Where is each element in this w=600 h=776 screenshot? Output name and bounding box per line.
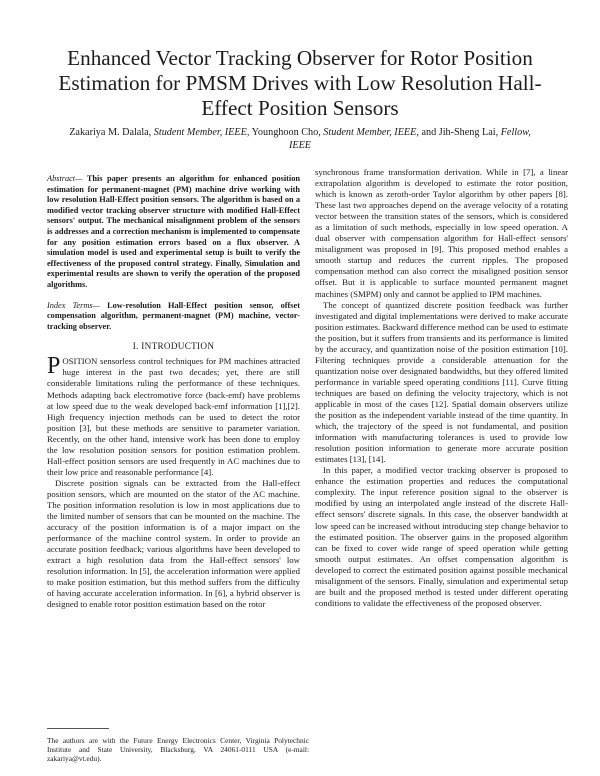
author-3-role: Fellow, IEEE <box>288 127 531 151</box>
intro-paragraph-5: In this paper, a modified vector tracking observer is proposed to enhance the estimation properties and reduces the computational complexity. The input reference position signal to the observer is modified by using an interpolated angle instead of the discrete Hall-effect sensors' discrete signals. In this case, the observer bandwidth at low speed can be increased without introducing step change behavior to the estimated position. The observer gains in the proposed algorithm can be fixed to cover wide range of speed operation while getting smooth output estimates. An offset compensation algorithm is developed to correct the estimated position against possible mechanical misalignment of the sensors. Finally, simulation and experimental setup are built and the proposed method is tested under different operating conditions to validate the effectiveness of the proposed observer. <box>315 465 568 608</box>
author-3-name: and Jih-Sheng Lai, <box>418 127 501 138</box>
intro-paragraph-4: The concept of quantized discrete position feedback was further investigated and digital implementations were derived to make accurate position estimates. Backward difference method can be used to estimate the position, but it suffers from transients and its performance is limited by the accuracy, and quantization noise of the position estimation [10]. Filtering techniques provide a considerable attenuation for the quantization noise over designated bandwidths, but they offered limited performance in variable speed operating conditions [11]. Curve fitting techniques are based on defining the velocity trajectory, which is not applicable in most of the cases [12]. Spatial domain observers utilize the position as the independent variable instead of the time quantity. In which, the trajectory of the speed is not fundamental, and position information with manufacturing tolerances is used to provide low resolution position information to generate more accurate position estimates [13], [14]. <box>315 299 568 465</box>
abstract <box>47 174 300 291</box>
index-terms-text: Low-resolution Hall-Effect position sensor, offset compensation algorithm, permanent-magnet (PM) machine, vector-tracking observer. <box>47 300 300 331</box>
paper-title: Enhanced Vector Tracking Observer for Rotor Position Estimation for PMSM Drives with Low Resolution Hall-Effect Position Sensors <box>58 46 542 120</box>
intro-paragraph-1-text: OSITION sensorless control techniques for PM machines attracted huge interest in the past two decades; yet, there are still considerable limitations ruling the performance of these techniques. Methods adapting back electromotive force (back-emf) have problems at low speed due to the weak developed back-emf information [1],[2]. High frequency injection methods can be used to detect the rotor position [3], but these methods are sensitive to parameter variation. Recently, on the other hand, intensive work has been done to employ the low resolution position sensors for position estimation problem. Hall-effect position sensors are used frequently in AC machines due to their low price and reasonable performance [4]. <box>47 356 300 477</box>
footnote-rule <box>47 728 109 729</box>
drop-cap: P <box>47 353 61 380</box>
section-heading-introduction: I. INTRODUCTION <box>132 341 215 352</box>
affiliation-footnote <box>47 736 309 764</box>
intro-paragraph-2: Discrete position signals can be extracted from the Hall-effect position sensors, which are mounted on the stator of the AC machine. The position information resolution is low in most applications due to the limited number of sensors that can be mounted on the machine. The accuracy of the position information is of a major impact on the performance of the machine control system. In order to provide an accurate position feedback; various algorithms have been developed to extract a high resolution data from the Hall-effect sensors' low resolution information. In [5], the acceleration information were applied to make position estimation, but this method suffers from the difficulty of having accurate acceleration information. In [6], a hybrid observer is designed to enable rotor position estimation based on the rotor <box>47 477 300 610</box>
index-terms-lead: Index Terms— <box>47 300 100 310</box>
author-list <box>60 126 540 152</box>
right-column <box>315 167 568 609</box>
left-column <box>47 174 300 610</box>
author-1-name: Zakariya M. Dalala, <box>69 127 154 138</box>
footnote-text: The authors are with the Future Energy Electronics Center, Virginia Polytechnic Institute and State University, Blacksburg, VA 24061-0111 USA (e-mail: zakariya@vt.edu). <box>47 736 309 764</box>
author-2-role: Student Member, IEEE, <box>323 127 419 138</box>
intro-paragraph-3: synchronous frame transformation derivation. While in [7], a linear extrapolation algorithm is developed to estimate the rotor position, which is known as zeroth-order Taylor algorithm by other papers [8]. These last two approaches depend on the average velocity of a rotating vector between the transition states of the sensors, which is considered as a limitation of such methods, especially in low speed operation. A dual observer with compensation algorithm for Hall-effect sensors' misalignment was proposed in [9]. This proposed method enables a smooth startup and reduces the current ripples. The proposed compensation method can also correct the misaligned position sensor offset. But it is applicable to surface mounted permanent magnet machines (SMPM) only and cannot be applied to IPM machines. <box>315 167 568 299</box>
author-2-name: , Younghoon Cho, <box>246 127 324 138</box>
abstract-text: This paper presents an algorithm for enhanced position estimation for permanent-magnet (PM) machine drive working with low resolution Hall-Effect position sensors. The algorithm is based on a modified vector tracking observer structure with modified Hall-Effect sensors' output. The mechanical misalignment problem of the sensors is addresses and a correction mechanism is implemented to compensate for any position estimation errors based on a flux observer. A simulation model is used and experimental setup is built to verify the effectiveness of the proposed control strategy. Finally, Simulation and experimental results are shown to verify the operation of the proposed algorithms. <box>47 174 300 289</box>
index-terms <box>47 301 300 333</box>
abstract-lead: Abstract— <box>47 174 83 183</box>
intro-paragraph-1 <box>47 353 300 478</box>
author-1-role: Student Member, IEEE <box>153 127 247 138</box>
